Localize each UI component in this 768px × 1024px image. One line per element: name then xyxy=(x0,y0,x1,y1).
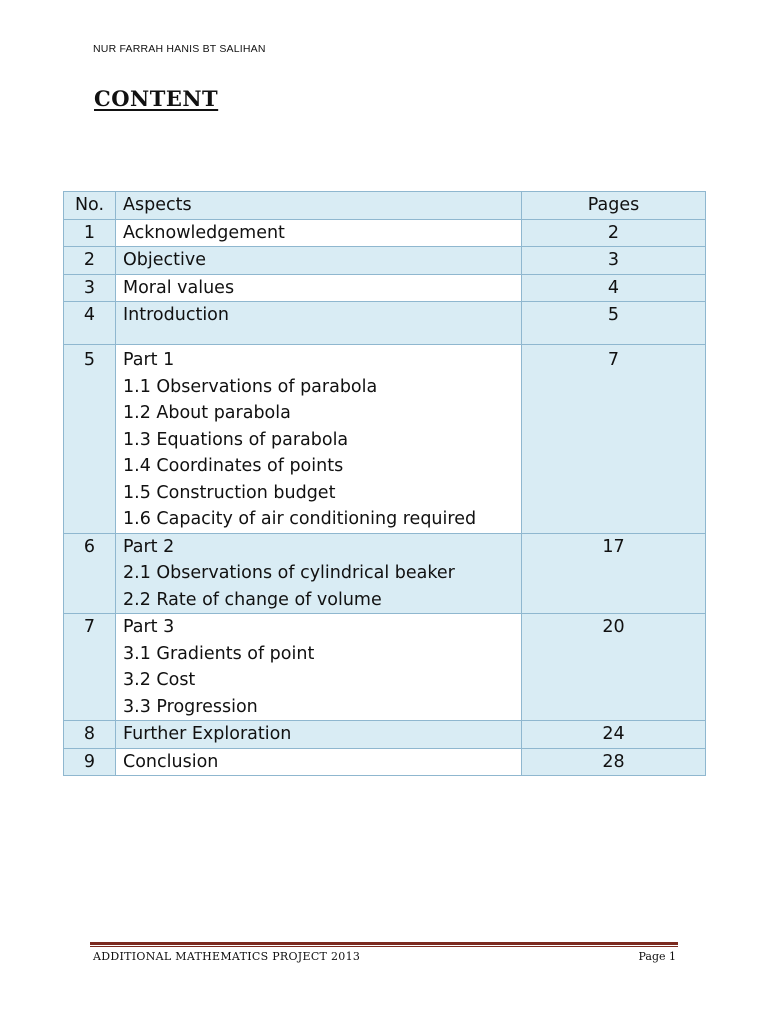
row-number: 8 xyxy=(64,721,116,749)
row-number: 5 xyxy=(64,345,116,534)
contents-table xyxy=(63,191,706,776)
sub-item: 1.2 About parabola xyxy=(123,403,291,423)
row-page: 7 xyxy=(522,345,706,534)
row-page: 28 xyxy=(522,748,706,776)
row-aspect-cell xyxy=(116,345,522,534)
table-row xyxy=(64,302,706,345)
row-page: 2 xyxy=(522,219,706,247)
table-row xyxy=(64,721,706,749)
row-aspect-cell xyxy=(116,533,522,614)
author-name: NUR FARRAH HANIS BT SALIHAN xyxy=(93,43,266,55)
row-number: 2 xyxy=(64,247,116,275)
table-row xyxy=(64,614,706,721)
row-aspect: Moral values xyxy=(116,274,522,302)
sub-item: 1.4 Coordinates of points xyxy=(123,456,344,476)
row-aspect: Objective xyxy=(116,247,522,275)
row-page: 17 xyxy=(522,533,706,614)
footer-rule-thin xyxy=(90,946,678,947)
footer-rule xyxy=(90,942,678,945)
row-page: 3 xyxy=(522,247,706,275)
sub-item: 1.6 Capacity of air conditioning required xyxy=(123,509,477,529)
table-row xyxy=(64,345,706,534)
footer-project-title: ADDITIONAL MATHEMATICS PROJECT 2013 xyxy=(93,950,361,963)
row-number: 3 xyxy=(64,274,116,302)
sub-item: 3.3 Progression xyxy=(123,696,258,717)
sub-item: 2.2 Rate of change of volume xyxy=(123,589,382,610)
header-pages: Pages xyxy=(522,192,706,220)
row-number: 4 xyxy=(64,302,116,345)
header-no: No. xyxy=(64,192,116,220)
row-aspect: Introduction xyxy=(116,302,522,345)
table-row xyxy=(64,274,706,302)
row-aspect: Part 1 xyxy=(123,350,175,370)
row-aspect: Further Exploration xyxy=(116,721,522,749)
row-page: 5 xyxy=(522,302,706,345)
table-header-row xyxy=(64,192,706,220)
sub-item: 3.2 Cost xyxy=(123,670,196,690)
header-aspects: Aspects xyxy=(116,192,522,220)
table-row xyxy=(64,247,706,275)
row-aspect: Part 3 xyxy=(123,617,175,637)
table-row xyxy=(64,748,706,776)
row-aspect: Part 2 xyxy=(123,536,175,557)
row-aspect: Conclusion xyxy=(116,748,522,776)
row-number: 6 xyxy=(64,533,116,614)
table-row xyxy=(64,219,706,247)
sub-item: 1.5 Construction budget xyxy=(123,482,336,503)
sub-item: 1.3 Equations of parabola xyxy=(123,429,349,450)
page-title: CONTENT xyxy=(94,86,219,111)
sub-item: 3.1 Gradients of point xyxy=(123,643,315,664)
table-row xyxy=(64,533,706,614)
sub-item: 2.1 Observations of cylindrical beaker xyxy=(123,563,455,583)
row-page: 4 xyxy=(522,274,706,302)
row-page: 24 xyxy=(522,721,706,749)
row-number: 7 xyxy=(64,614,116,721)
row-number: 9 xyxy=(64,748,116,776)
sub-item: 1.1 Observations of parabola xyxy=(123,376,378,397)
row-number: 1 xyxy=(64,219,116,247)
row-aspect-cell xyxy=(116,614,522,721)
footer-page-number: Page 1 xyxy=(638,950,676,963)
row-page: 20 xyxy=(522,614,706,721)
row-aspect: Acknowledgement xyxy=(116,219,522,247)
